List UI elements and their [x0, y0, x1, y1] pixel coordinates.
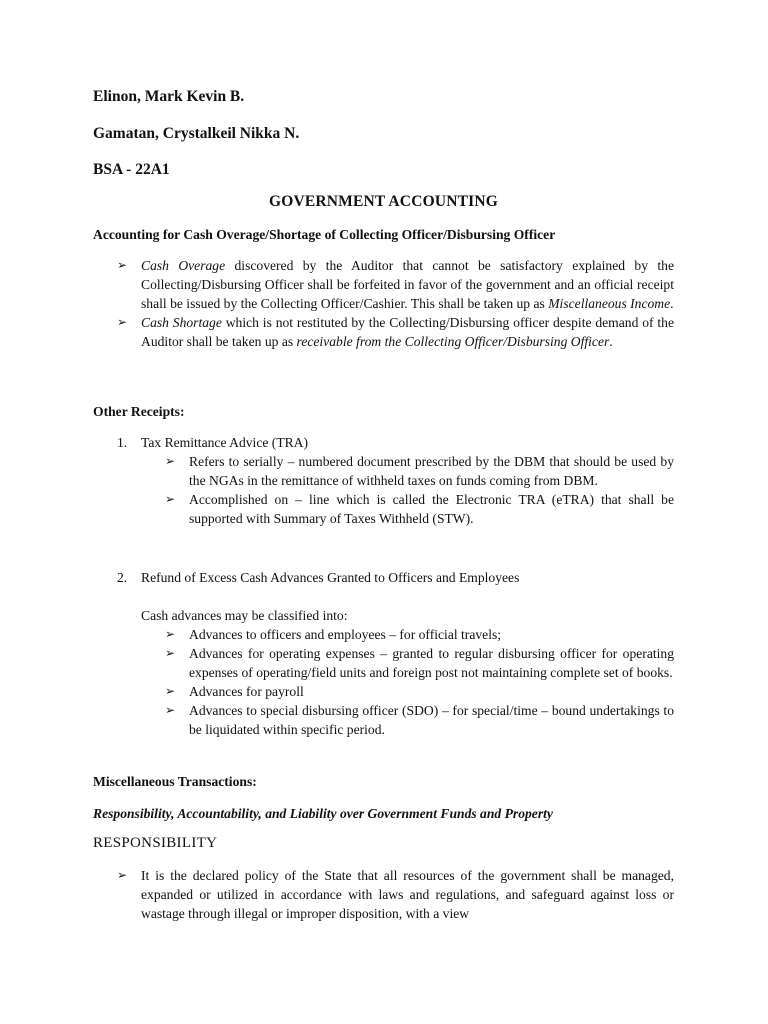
arrow-bullet-icon: ➢ [165, 646, 176, 660]
arrow-bullet-icon: ➢ [117, 868, 128, 882]
cash-advance-intro: Cash advances may be classified into: [141, 608, 348, 623]
section-heading-cash: Accounting for Cash Overage/Shortage of Collecting Officer/Disbursing Officer [93, 227, 556, 242]
item-label: Refund of Excess Cash Advances Granted to Officers and Employees [141, 570, 520, 585]
arrow-bullet-icon: ➢ [117, 315, 128, 329]
item-number: 1. [117, 435, 128, 450]
misc-transactions-heading: Miscellaneous Transactions: [93, 774, 257, 789]
author-name-1: Elinon, Mark Kevin B. [93, 88, 245, 105]
list-item-2 [117, 568, 674, 739]
cash-bullets [117, 256, 674, 351]
tra-bullets [165, 452, 674, 528]
item-number: 2. [117, 570, 128, 585]
arrow-bullet-icon: ➢ [165, 684, 176, 698]
arrow-bullet-icon: ➢ [117, 258, 128, 272]
responsibility-heading: RESPONSIBILITY [93, 835, 218, 851]
term-cash-overage: Cash Overage [141, 258, 226, 273]
section-code: BSA - 22A1 [93, 161, 170, 178]
term-cash-shortage: Cash Shortage [141, 315, 222, 330]
arrow-bullet-icon: ➢ [165, 703, 176, 717]
list-item: ➢ Advances for operating expenses – granted to regular disbursing officer for operating expenses of operating/field units and foreign post not maintaining complete set of books. [165, 646, 674, 680]
list-item: ➢ It is the declared policy of the State that all resources of the government shall be managed, expanded or utilized in accordance with laws and regulations, and safeguard against loss or wastage through illegal or improper disposition, with a view [117, 868, 674, 921]
list-item: ➢ Advances to officers and employees – for official travels; [165, 627, 502, 642]
list-item-1 [117, 433, 674, 528]
bullet-cash-overage: ➢ Cash Overage discovered by the Auditor that cannot be satisfactory explained by the Collecting/Disbursing Officer shall be forfeited in favor of the government and an official receipt shall be issued by the Collecting Officer/Cashier. This shall be taken up as Miscellaneous Income. [117, 258, 674, 311]
item-label: Tax Remittance Advice (TRA) [141, 435, 309, 450]
list-item: ➢ Accomplished on – line which is called the Electronic TRA (eTRA) that shall be supported with Summary of Taxes Withheld (STW). [165, 492, 674, 526]
responsibility-bullets [117, 866, 674, 923]
arrow-bullet-icon: ➢ [165, 454, 176, 468]
document-title: GOVERNMENT ACCOUNTING [268, 193, 499, 210]
arrow-bullet-icon: ➢ [165, 627, 176, 641]
cash-advance-bullets [165, 625, 674, 739]
term-receivable: receivable from the Collecting Officer/Disbursing Officer [296, 334, 610, 349]
shortage-text: which is not restituted by the Collecting/Disbursing officer despite demand of the Auditor shall be taken up as [141, 315, 674, 349]
term-misc-income: Miscellaneous Income [548, 296, 671, 311]
list-item: ➢ Advances for payroll [165, 684, 304, 699]
author-name-2: Gamatan, Crystalkeil Nikka N. [93, 125, 300, 142]
other-receipts-heading: Other Receipts: [93, 404, 185, 419]
bullet-cash-shortage: ➢ Cash Shortage which is not restituted by the Collecting/Disbursing officer despite demand of the Auditor shall be taken up as receivable from the Collecting Officer/Disbursing Officer. [117, 315, 674, 349]
arrow-bullet-icon: ➢ [165, 492, 176, 506]
list-item: ➢ Refers to serially – numbered document prescribed by the DBM that should be used by the NGAs in the remittance of withheld taxes on funds coming from DBM. [165, 454, 674, 488]
rap-heading: Responsibility, Accountability, and Liability over Government Funds and Property [93, 806, 553, 821]
overage-text: discovered by the Auditor that cannot be satisfactory explained by the Collecting/Disbursing Officer shall be forfeited in favor of the government and an official receipt shall be issued by the Collecting Officer/Cashier. This shall be taken up as [141, 258, 674, 311]
list-item: ➢ Advances to special disbursing officer (SDO) – for special/time – bound undertakings to be liquidated within specific period. [165, 703, 674, 737]
